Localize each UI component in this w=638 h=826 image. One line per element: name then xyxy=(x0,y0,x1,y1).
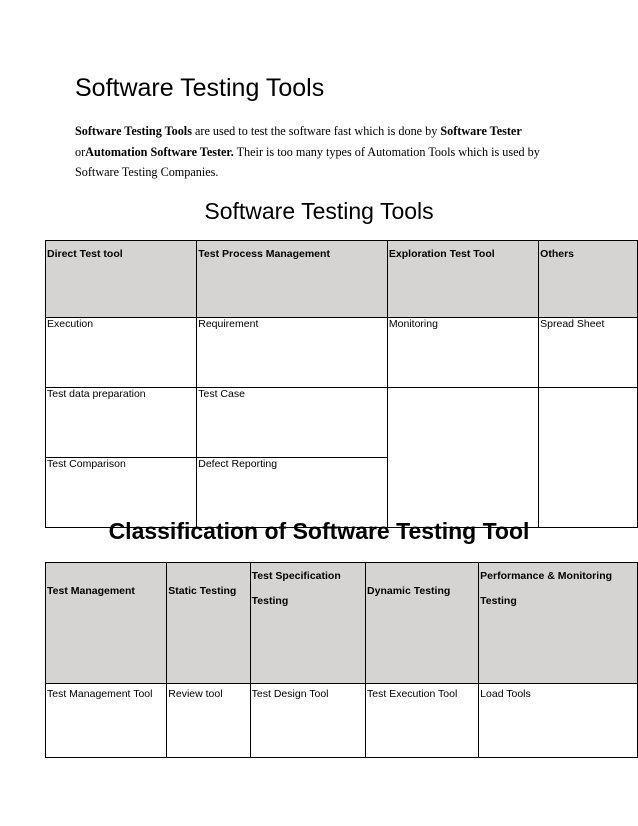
table-row xyxy=(46,388,638,458)
header-line: Test Specification xyxy=(251,570,341,582)
page-title: Software Testing Tools xyxy=(75,74,325,102)
table-cell: Test Comparison xyxy=(46,458,197,528)
table-cell: Review tool xyxy=(167,684,250,758)
table-cell: Load Tools xyxy=(479,684,638,758)
header-cell: Test Process Management xyxy=(197,241,388,318)
intro-text-3: Their is too many types of Automation Tools which is used by Software Testing Companies. xyxy=(75,144,540,179)
table-cell-empty xyxy=(539,388,638,528)
intro-paragraph xyxy=(75,121,575,183)
header-cell: Others xyxy=(539,241,638,318)
table-cell-empty xyxy=(387,388,538,528)
table-header-row xyxy=(46,563,638,684)
header-line: Testing xyxy=(251,595,289,607)
intro-text-1: are used to test the software fast which is done by xyxy=(191,124,441,138)
table-cell: Test Case xyxy=(197,388,388,458)
intro-bold-1: Software Testing Tools xyxy=(75,124,192,138)
header-line: Performance & Monitoring xyxy=(480,570,613,582)
header-cell xyxy=(250,563,365,684)
table-cell: Execution xyxy=(46,318,197,388)
header-cell xyxy=(479,563,638,684)
section2-title: Classification of Software Testing Tool xyxy=(108,518,530,544)
table-cell: Test Execution Tool xyxy=(366,684,479,758)
table-header-row xyxy=(46,241,638,318)
intro-bold-3: Automation Software Tester. xyxy=(85,144,234,159)
table-row xyxy=(46,318,638,388)
classification-table xyxy=(45,562,638,758)
header-cell: Test Management xyxy=(46,563,167,684)
table-cell: Test data preparation xyxy=(46,388,197,458)
header-cell: Direct Test tool xyxy=(46,241,197,318)
header-cell: Static Testing xyxy=(167,563,250,684)
table-cell: Spread Sheet xyxy=(539,318,638,388)
header-cell: Dynamic Testing xyxy=(366,563,479,684)
section1-title: Software Testing Tools xyxy=(204,198,434,224)
testing-tools-table xyxy=(45,240,638,528)
table-cell: Test Management Tool xyxy=(46,684,167,758)
table-row xyxy=(46,684,638,758)
intro-bold-2: Software Tester xyxy=(440,124,522,138)
table-cell: Requirement xyxy=(197,318,388,388)
table-cell: Monitoring xyxy=(387,318,538,388)
table-cell: Defect Reporting xyxy=(197,458,388,528)
table-cell: Test Design Tool xyxy=(250,684,365,758)
header-line: Testing xyxy=(480,595,517,607)
header-cell: Exploration Test Tool xyxy=(387,241,538,318)
intro-text-2: or xyxy=(75,144,86,159)
